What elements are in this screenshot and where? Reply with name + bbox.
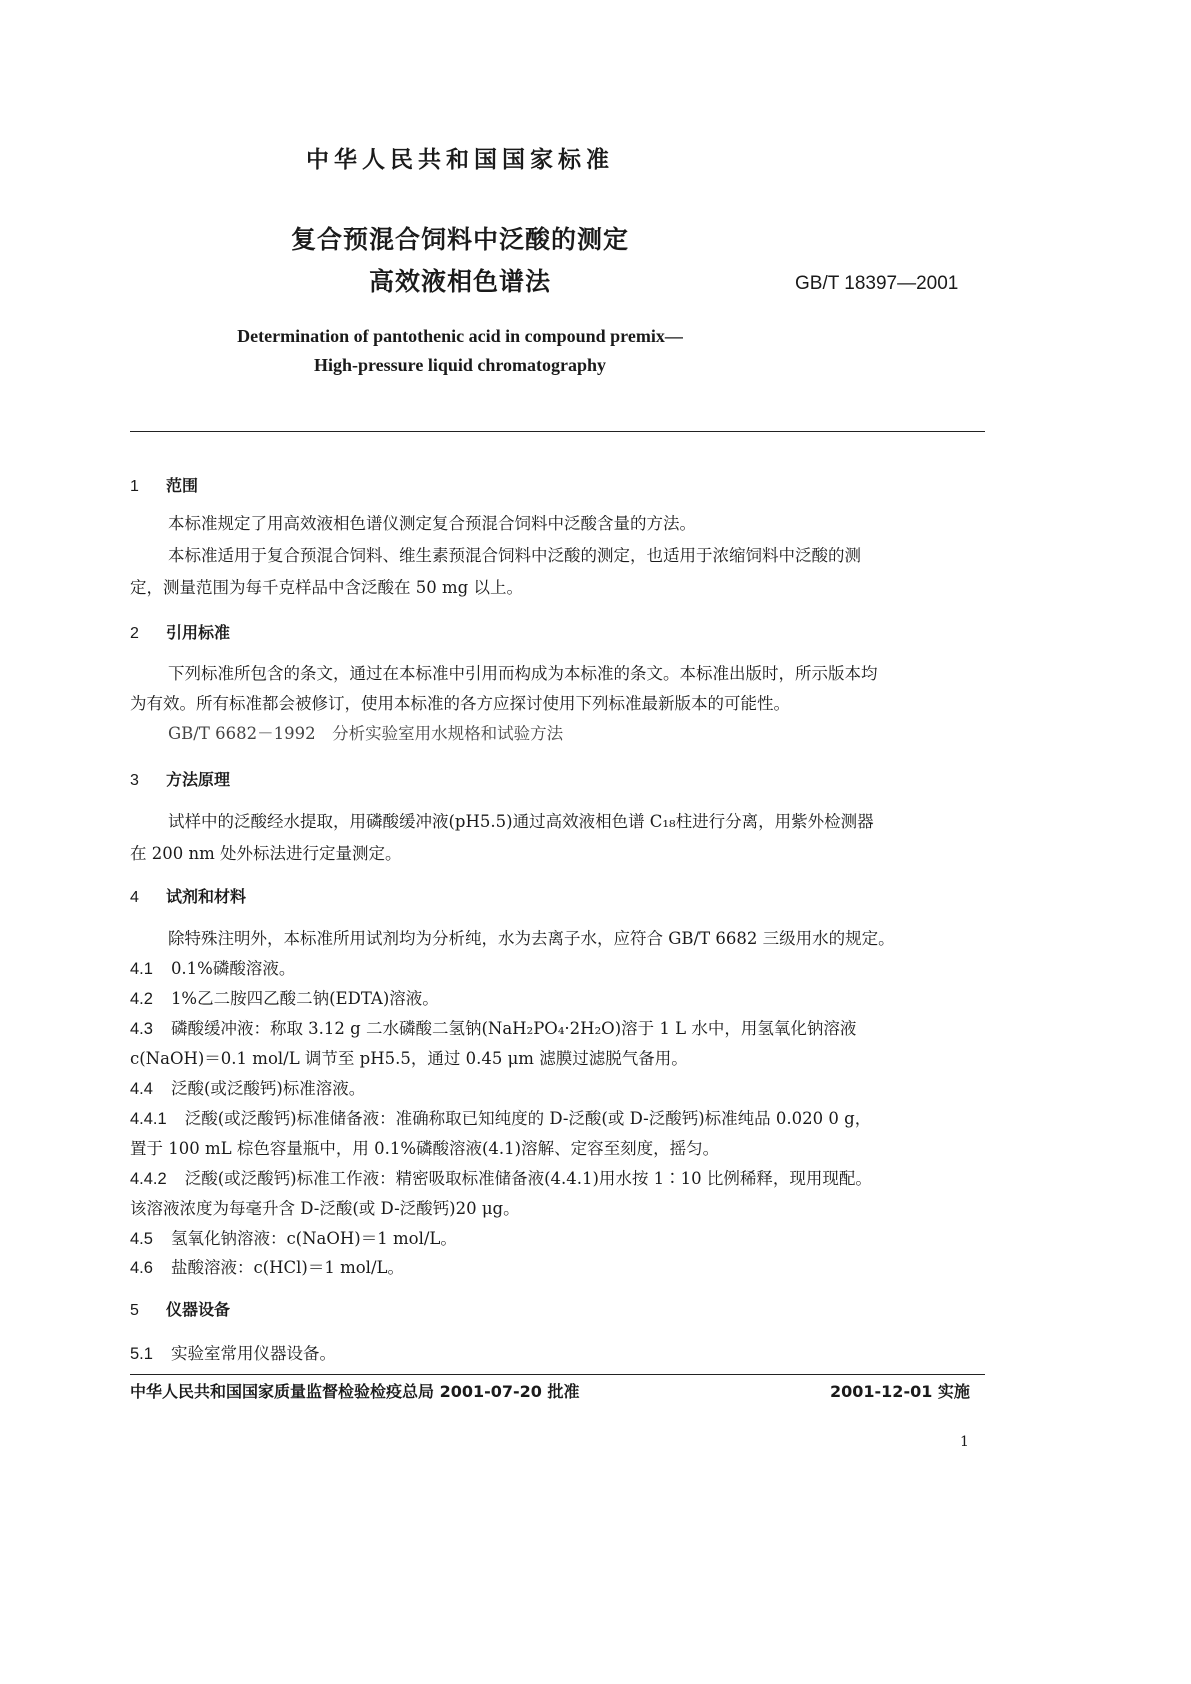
section-number: 4 xyxy=(130,889,139,906)
section-title: 范围 xyxy=(166,476,199,495)
clause-4-4-1 xyxy=(130,1109,871,1129)
paragraph: 定，测量范围为每千克样品中含泛酸在 50 mg 以上。 xyxy=(130,578,523,597)
header-divider xyxy=(130,431,985,432)
clause-number: 4.4.1 xyxy=(130,1110,167,1128)
section-number: 1 xyxy=(130,478,139,495)
paragraph: 试样中的泛酸经水提取，用磷酸缓冲液(pH5.5)通过高效液相色谱 C₁₈柱进行分离，用紫外检测器 xyxy=(168,812,874,831)
section-title: 方法原理 xyxy=(166,770,231,789)
standard-number: GB/T 18397—2001 xyxy=(795,273,959,294)
clause-4-5 xyxy=(130,1229,457,1249)
clause-number: 4.1 xyxy=(130,960,153,978)
section-number: 3 xyxy=(130,772,139,789)
clause-text: 泛酸(或泛酸钙)标准储备液：准确称取已知纯度的 D-泛酸(或 D-泛酸钙)标准纯品 0.020 0 g， xyxy=(184,1109,872,1128)
clause-text: 1%乙二胺四乙酸二钠(EDTA)溶液。 xyxy=(170,989,439,1008)
clause-number: 4.4 xyxy=(130,1080,153,1098)
paragraph: 本标准规定了用高效液相色谱仪测定复合预混合饲料中泛酸含量的方法。 xyxy=(168,514,696,533)
reference-entry: GB/T 6682－1992 分析实验室用水规格和试验方法 xyxy=(168,724,564,743)
clause-4-4 xyxy=(130,1079,365,1099)
clause-4-6 xyxy=(130,1258,404,1278)
clause-number: 4.5 xyxy=(130,1230,153,1248)
section-title: 试剂和材料 xyxy=(166,887,247,906)
clause-text: 磷酸缓冲液：称取 3.12 g 二水磷酸二氢钠(NaH₂PO₄·2H₂O)溶于 1 L 水中，用氢氧化钠溶液 xyxy=(170,1019,857,1038)
clause-number: 4.6 xyxy=(130,1259,153,1277)
paragraph: 在 200 nm 处外标法进行定量测定。 xyxy=(130,844,402,863)
clause-4-2 xyxy=(130,989,439,1009)
section-heading xyxy=(130,1300,230,1321)
footer-divider xyxy=(130,1374,985,1375)
clause-4-1 xyxy=(130,959,295,979)
paragraph: 为有效。所有标准都会被修订，使用本标准的各方应探讨使用下列标准最新版本的可能性。 xyxy=(130,694,790,713)
issuing-org: 中华人民共和国国家标准 xyxy=(306,147,614,173)
paragraph: 本标准适用于复合预混合饲料、维生素预混合饲料中泛酸的测定，也适用于浓缩饲料中泛酸的测 xyxy=(168,546,861,565)
title-line-2: 高效液相色谱法 xyxy=(368,267,551,296)
clause-4-3 xyxy=(130,1019,856,1039)
approval-line: 中华人民共和国国家质量监督检验检疫总局 2001-07-20 批准 xyxy=(130,1382,580,1401)
clause-4-4-2 xyxy=(130,1169,872,1189)
clause-number: 5.1 xyxy=(130,1345,153,1363)
page-number: 1 xyxy=(960,1434,969,1450)
section-title: 仪器设备 xyxy=(166,1300,231,1319)
clause-text-continued: c(NaOH)＝0.1 mol/L 调节至 pH5.5，通过 0.45 μm 滤膜过滤脱气备用。 xyxy=(130,1049,688,1068)
clause-text: 实验室常用仪器设备。 xyxy=(170,1344,336,1363)
english-title-line-2: High-pressure liquid chromatography xyxy=(313,355,607,375)
section-number: 2 xyxy=(130,625,139,642)
paragraph: 除特殊注明外，本标准所用试剂均为分析纯，水为去离子水，应符合 GB/T 6682 三级用水的规定。 xyxy=(168,929,895,948)
section-number: 5 xyxy=(130,1302,139,1319)
clause-number: 4.3 xyxy=(130,1020,153,1038)
clause-5-1 xyxy=(130,1344,336,1364)
clause-text: 0.1%磷酸溶液。 xyxy=(170,959,296,978)
english-title-line-1: Determination of pantothenic acid in compound premix— xyxy=(237,326,683,346)
section-heading xyxy=(130,887,246,908)
clause-number: 4.2 xyxy=(130,990,153,1008)
clause-text-continued: 置于 100 mL 棕色容量瓶中，用 0.1%磷酸溶液(4.1)溶解、定容至刻度，摇匀。 xyxy=(130,1139,720,1158)
section-title: 引用标准 xyxy=(166,623,231,642)
section-heading xyxy=(130,770,230,791)
clause-text: 氢氧化钠溶液：c(NaOH)＝1 mol/L。 xyxy=(170,1229,457,1248)
clause-text: 泛酸(或泛酸钙)标准工作液：精密吸取标准储备液(4.4.1)用水按 1∶10 比例稀释，现用现配。 xyxy=(184,1169,872,1188)
clause-number: 4.4.2 xyxy=(130,1170,167,1188)
section-heading xyxy=(130,623,230,644)
title-line-1: 复合预混合饲料中泛酸的测定 xyxy=(290,225,629,254)
effective-date: 2001-12-01 实施 xyxy=(830,1382,970,1401)
clause-text: 盐酸溶液：c(HCl)＝1 mol/L。 xyxy=(170,1258,404,1277)
section-heading xyxy=(130,476,198,497)
clause-text-continued: 该溶液浓度为每毫升含 D-泛酸(或 D-泛酸钙)20 μg。 xyxy=(130,1199,520,1218)
clause-text: 泛酸(或泛酸钙)标准溶液。 xyxy=(170,1079,366,1098)
paragraph: 下列标准所包含的条文，通过在本标准中引用而构成为本标准的条文。本标准出版时，所示版本均 xyxy=(168,664,878,683)
